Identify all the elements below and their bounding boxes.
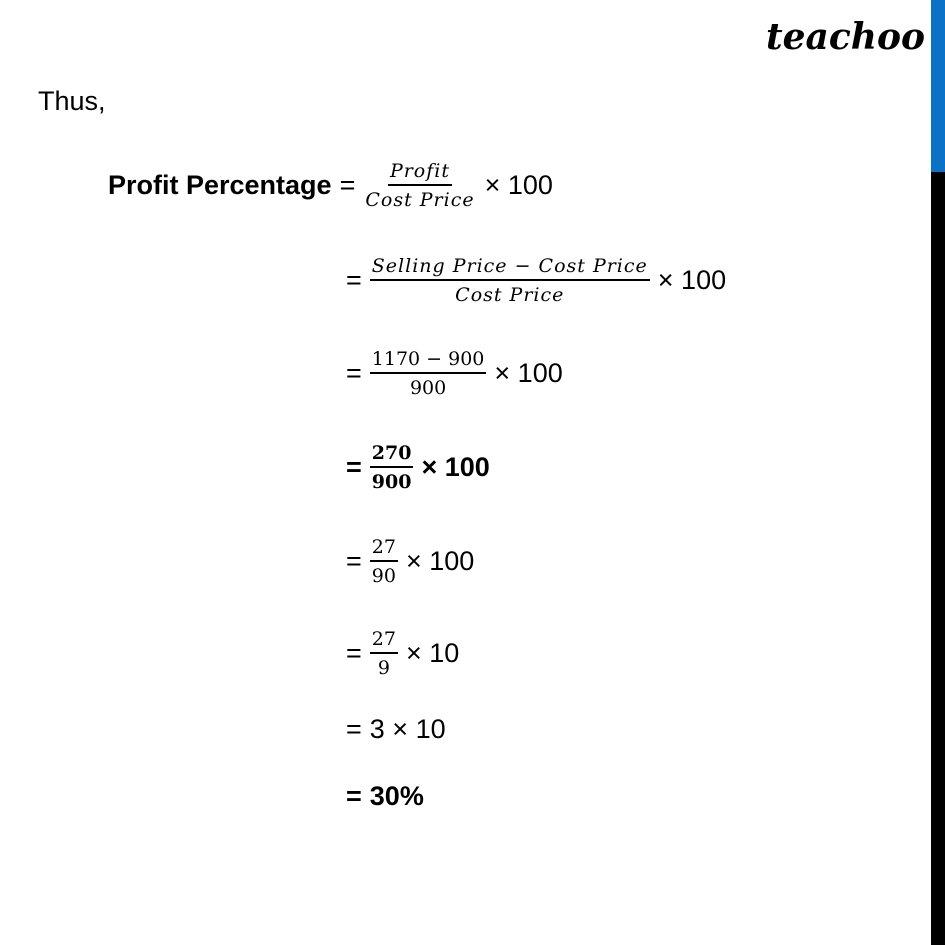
expression: 3 × 10 [369, 714, 446, 744]
intro-text: Thus, [38, 86, 106, 116]
formula-step-profit-percentage [108, 160, 553, 211]
fraction [370, 348, 487, 399]
multiplier: × 100 [657, 265, 727, 295]
equals-sign: = [339, 170, 356, 200]
formula-step-1 [346, 255, 726, 306]
teachoo-logo: teachoo [766, 16, 925, 58]
fraction [370, 255, 650, 306]
sidebar-accent-black [931, 172, 945, 945]
multiplier: × 100 [494, 358, 563, 388]
sidebar-accent-blue [931, 0, 945, 172]
multiplier: × 10 [405, 638, 460, 668]
numerator: 27 [370, 628, 398, 654]
equals-sign: = [346, 714, 362, 744]
numerator: 1170 − 900 [370, 348, 487, 374]
equals-sign: = [346, 265, 362, 295]
fraction [370, 628, 398, 679]
equals-sign: = [346, 452, 362, 482]
formula-step-6 [346, 714, 446, 745]
formula-label: Profit Percentage [108, 170, 332, 200]
denominator: 900 [409, 377, 447, 399]
denominator: 90 [371, 565, 396, 587]
equals-sign: = [346, 546, 362, 576]
numerator: 27 [370, 536, 398, 562]
equals-sign: = [346, 781, 362, 811]
equals-sign: = [346, 638, 362, 668]
fraction [370, 536, 398, 587]
formula-step-4 [346, 536, 474, 587]
formula-result [346, 781, 424, 812]
result-value: 30% [369, 781, 424, 811]
multiplier: × 100 [421, 452, 490, 482]
fraction [363, 160, 476, 211]
numerator: 270 [370, 442, 414, 468]
multiplier: × 100 [484, 170, 553, 200]
numerator: Profit [388, 160, 452, 186]
numerator: Selling Price − Cost Price [370, 255, 650, 281]
multiplier: × 100 [405, 546, 475, 576]
denominator: Cost Price [455, 284, 565, 306]
equals-sign: = [346, 358, 362, 388]
denominator: Cost Price [365, 189, 475, 211]
fraction [370, 442, 414, 493]
denominator: 900 [371, 471, 412, 493]
formula-step-2 [346, 348, 563, 399]
formula-step-3 [346, 442, 490, 493]
formula-step-5 [346, 628, 459, 679]
denominator: 9 [377, 657, 390, 679]
